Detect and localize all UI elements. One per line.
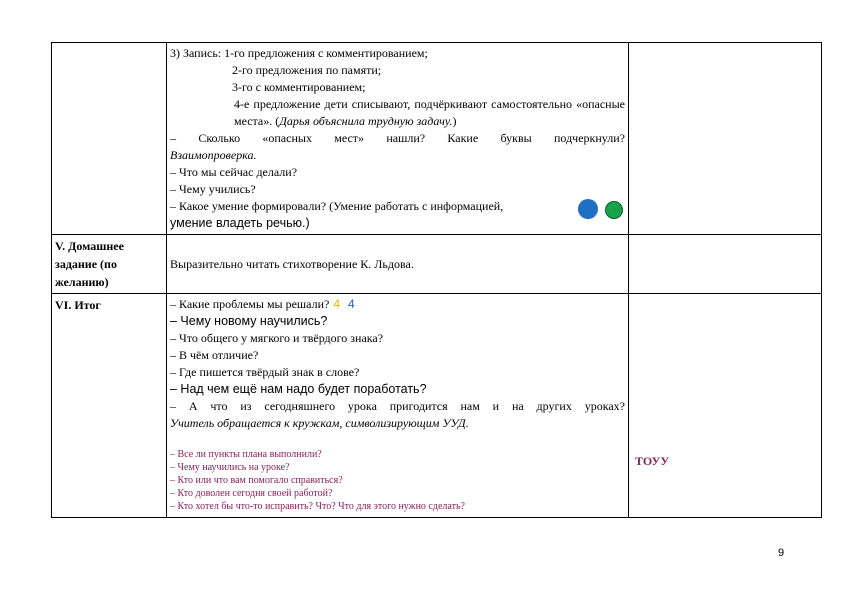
text-line: – В чём отличие? bbox=[170, 348, 259, 362]
stage-cell bbox=[52, 235, 167, 294]
spacer bbox=[170, 432, 625, 448]
stage-title: V. Домашнее bbox=[55, 239, 124, 253]
text-line: – Чему учились? bbox=[170, 182, 256, 196]
text-line: Выразительно читать стихотворение К. Льдова. bbox=[170, 256, 414, 271]
text-line: – Кто или что вам помогало справиться? bbox=[170, 475, 343, 486]
digit-label: 4 bbox=[333, 297, 341, 311]
text-line: – Над чем ещё нам надо будет поработать? bbox=[170, 382, 427, 396]
table-row bbox=[52, 294, 822, 518]
stage-title: задание (по bbox=[55, 257, 117, 271]
text-span: – Какие проблемы мы решали? bbox=[170, 297, 330, 311]
text-line: – А что из сегодняшнего урока пригодится нам и на других уроках? bbox=[170, 399, 625, 413]
text-line: 3-го с комментированием; bbox=[232, 80, 366, 94]
text-line: – Кто хотел бы что-то исправить? Что? Что для этого нужно сделать? bbox=[170, 501, 465, 512]
text-line: – Где пишется твёрдый знак в слове? bbox=[170, 365, 360, 379]
text-line: – Сколько «опасных мест» нашли? Какие буквы подчеркнули? bbox=[170, 131, 625, 145]
note-cell bbox=[629, 294, 822, 518]
activity-cell bbox=[167, 43, 629, 235]
uud-label: ТОУУ bbox=[635, 454, 670, 468]
blue-circle-icon bbox=[578, 199, 598, 219]
text-line: Учитель обращается к кружкам, символизирующим УУД. bbox=[170, 416, 469, 430]
digit-label: 4 bbox=[348, 297, 355, 311]
text-line: умение владеть речью.) bbox=[170, 216, 310, 230]
text-line: – Чему новому научились? bbox=[170, 314, 328, 328]
text-line bbox=[170, 296, 625, 313]
italic-span: Дарья объяснила трудную задачу. bbox=[279, 114, 453, 128]
text-line: – Чему научились на уроке? bbox=[170, 462, 290, 473]
stage-title: желанию) bbox=[55, 275, 109, 289]
stage-cell bbox=[52, 294, 167, 518]
text-line: 2-го предложения по памяти; bbox=[232, 63, 382, 77]
note-cell bbox=[629, 43, 822, 235]
activity-cell bbox=[167, 235, 629, 294]
table-row bbox=[52, 43, 822, 235]
text-span: 4-е предложение дети списывают, подчёркивают самостоятельно «опасные места». ( bbox=[234, 97, 625, 128]
table-row bbox=[52, 235, 822, 294]
green-circle-icon bbox=[605, 201, 623, 219]
text-line: – Что мы сейчас делали? bbox=[170, 165, 298, 179]
text-span: ) bbox=[452, 114, 457, 128]
text-line: – Все ли пункты плана выполнили? bbox=[170, 449, 322, 460]
stage-cell bbox=[52, 43, 167, 235]
page-number: 9 bbox=[778, 547, 785, 559]
text-line bbox=[170, 96, 625, 130]
note-cell bbox=[629, 235, 822, 294]
lesson-table bbox=[51, 42, 822, 518]
text-line: Взаимопроверка. bbox=[170, 148, 257, 162]
activity-cell bbox=[167, 294, 629, 518]
text-line: – Какое умение формировали? (Умение работать с информацией, bbox=[170, 199, 504, 213]
text-line: – Что общего у мягкого и твёрдого знака? bbox=[170, 331, 384, 345]
stage-title: VI. Итог bbox=[55, 298, 101, 312]
text-line: – Кто доволен сегодня своей работой? bbox=[170, 488, 333, 499]
text-line: 3) Запись: 1-го предложения с комментированием; bbox=[170, 46, 428, 60]
